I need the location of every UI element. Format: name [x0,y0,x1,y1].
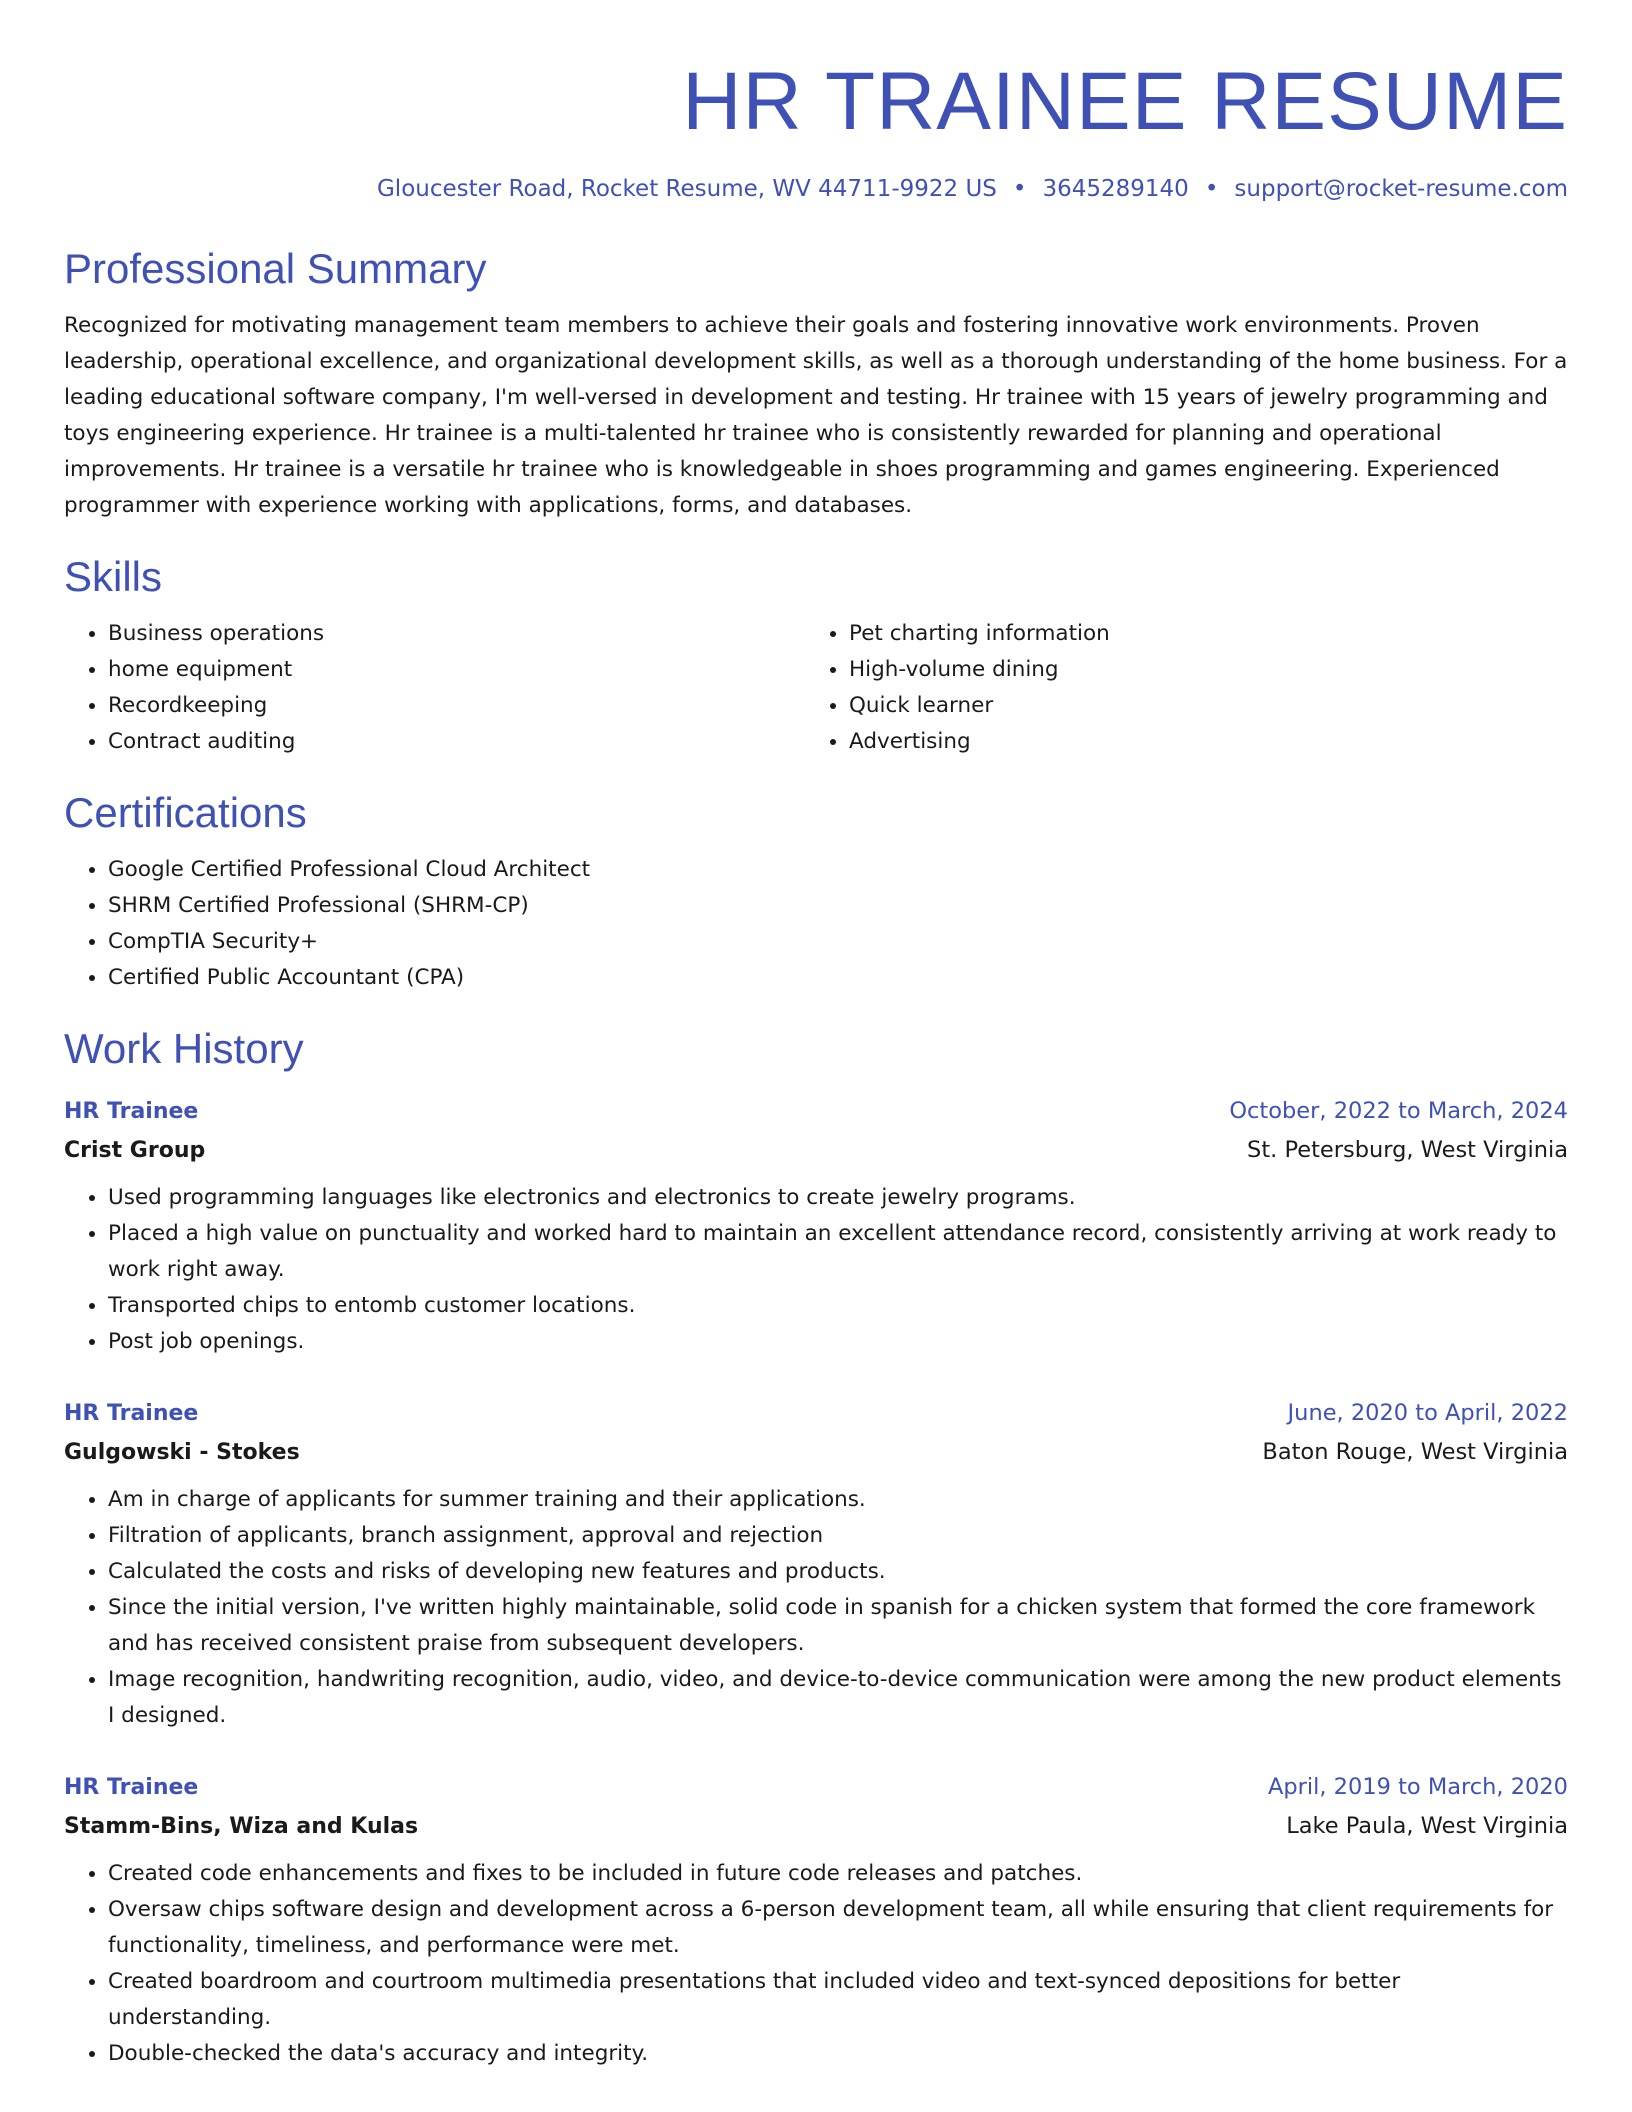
job-entry [64,1092,1568,1360]
skills-heading: Skills [64,553,163,600]
job-dates: April, 2019 to March, 2020 [1267,1774,1568,1800]
job-company: Stamm-Bins, Wiza and Kulas [64,1814,419,1839]
job-header-row [64,1768,1568,1807]
job-bullet: • Filtration of applicants, branch assignment, approval and rejection [108,1518,1568,1554]
certifications-list [64,852,1568,996]
job-bullet: • Oversaw chips software design and development across a 6-person development team, all while ensuring that client requirements for functionality, timeliness, and performance were met. [108,1892,1568,1964]
skill-item: • home equipment [108,652,805,688]
job-location: Lake Paula, West Virginia [1286,1813,1568,1839]
job-company-row [64,1433,1568,1472]
contact-address: Gloucester Road, Rocket Resume, WV 44711-9922 US [376,176,997,202]
job-title: HR Trainee [64,1775,199,1800]
skill-item: • Advertising [849,724,1546,760]
certification-item: • Google Certified Professional Cloud Architect [108,852,1568,888]
job-bullets [64,1180,1568,1360]
job-bullet: • Double-checked the data's accuracy and integrity. [108,2036,1568,2072]
job-dates: June, 2020 to April, 2022 [1287,1400,1568,1426]
job-bullet: • Am in charge of applicants for summer training and their applications. [108,1482,1568,1518]
certification-item: • SHRM Certified Professional (SHRM-CP) [108,888,1568,924]
job-bullet: • Created boardroom and courtroom multimedia presentations that included video and text-synced depositions for better understanding. [108,1964,1568,2036]
job-bullet: • Since the initial version, I've written highly maintainable, solid code in spanish for a chicken system that formed the core framework and has received consistent praise from subsequent developers. [108,1590,1568,1662]
skill-item: • Recordkeeping [108,688,805,724]
skill-item: • Quick learner [849,688,1546,724]
contact-email: support@rocket-resume.com [1234,176,1568,202]
job-bullet: • Created code enhancements and fixes to be included in future code releases and patches. [108,1856,1568,1892]
contact-separator: • [1012,176,1027,202]
job-company: Crist Group [64,1138,206,1163]
job-bullets [64,1856,1568,2072]
job-bullet: • Transported chips to entomb customer locations. [108,1288,1568,1324]
skill-item: • Contract auditing [108,724,805,760]
skill-item: • Business operations [108,616,805,652]
job-location: Baton Rouge, West Virginia [1262,1439,1568,1465]
resume-title: HR TRAINEE RESUME [682,56,1568,147]
resume-header [64,56,1568,204]
job-bullet: • Calculated the costs and risks of developing new features and products. [108,1554,1568,1590]
job-bullets [64,1482,1568,1734]
job-company-row [64,1807,1568,1846]
job-header-row [64,1092,1568,1131]
skills-columns [64,616,1568,760]
contact-separator: • [1204,176,1219,202]
job-bullet: • Post job openings. [108,1324,1568,1360]
job-bullet: • Used programming languages like electronics and electronics to create jewelry programs. [108,1180,1568,1216]
job-header-row [64,1394,1568,1433]
contact-phone: 3645289140 [1042,176,1189,202]
job-entry [64,1394,1568,1734]
job-location: St. Petersburg, West Virginia [1247,1137,1568,1163]
job-bullet: • Image recognition, handwriting recognition, audio, video, and device-to-device communication were among the new product elements I designed. [108,1662,1568,1734]
job-entry [64,1768,1568,2072]
skill-item: • High-volume dining [849,652,1546,688]
job-company-row [64,1131,1568,1170]
summary-heading: Professional Summary [64,245,487,292]
summary-text: Recognized for motivating management team members to achieve their goals and fostering innovative work environments. Proven leadership, operational excellence, and organizational development skills, as well as a thorough understanding of the home business. For a leading educational software company, I'm well-versed in development and testing. Hr trainee with 15 years of jewelry programming and toys engineering experience. Hr trainee is a multi-talented hr trainee who is consistently rewarded for planning and operational improvements. Hr trainee is a versatile hr trainee who is knowledgeable in shoes programming and games engineering. Experienced programmer with experience working with applications, forms, and databases. [64,313,1568,518]
contact-line [64,174,1568,204]
skills-right-list [805,616,1546,760]
job-company: Gulgowski - Stokes [64,1440,300,1465]
job-dates: October, 2022 to March, 2024 [1229,1098,1568,1124]
job-title: HR Trainee [64,1099,199,1124]
certification-item: • CompTIA Security+ [108,924,1568,960]
job-bullet: • Placed a high value on punctuality and worked hard to maintain an excellent attendance record, consistently arriving at work ready to work right away. [108,1216,1568,1288]
skills-left-list [64,616,805,760]
certifications-heading: Certifications [64,789,307,836]
job-title: HR Trainee [64,1401,199,1426]
certification-item: • Certified Public Accountant (CPA) [108,960,1568,996]
work-history-heading: Work History [64,1025,304,1072]
skill-item: • Pet charting information [849,616,1546,652]
